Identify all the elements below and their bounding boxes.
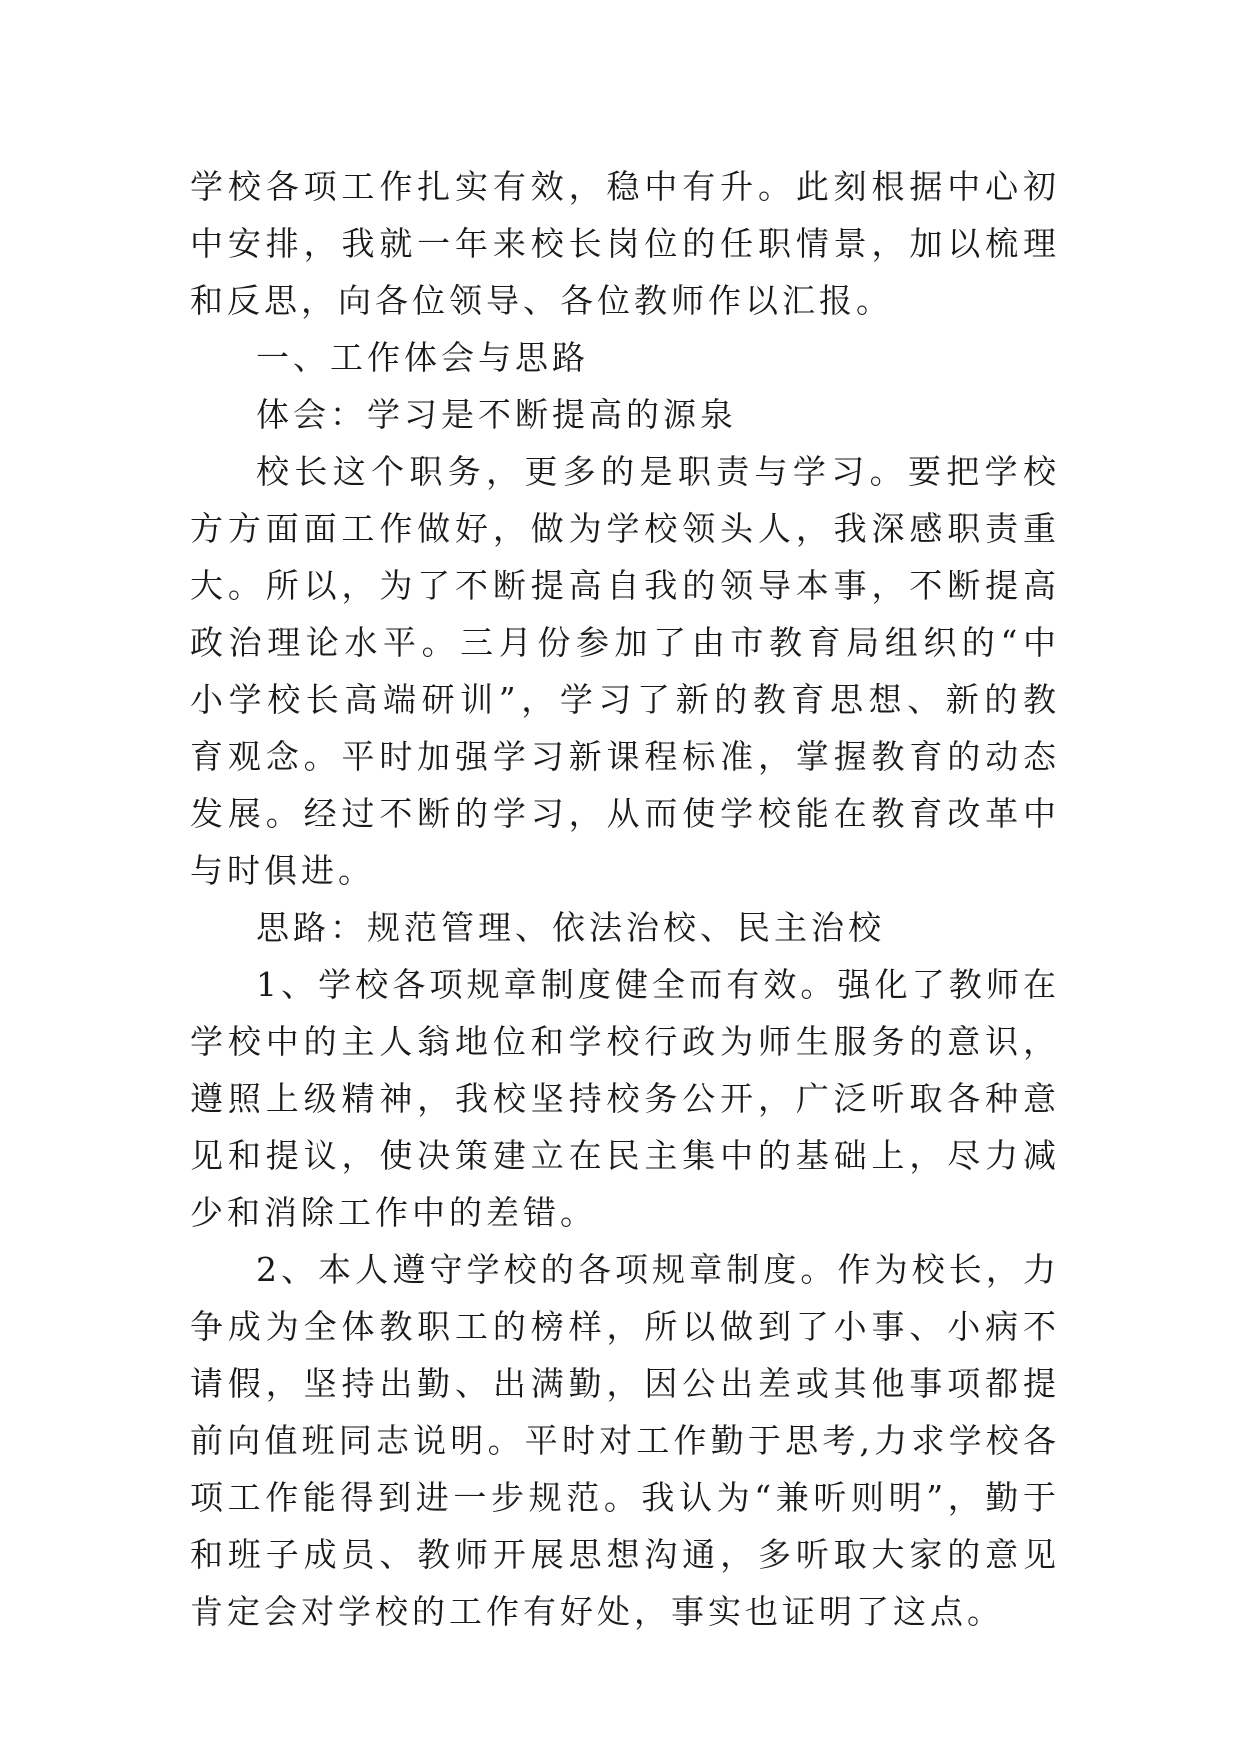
section-heading: 一、工作体会与思路 [256,338,589,377]
body-paragraph-continuation: 学校各项工作扎实有效，稳中有升。此刻根据中心初中安排，我就一年来校长岗位的任职情景，加以梳理和反思，向各位领导、各位教师作以汇报。 [190,167,1060,320]
subheading-experience: 体会：学习是不断提高的源泉 [256,395,737,434]
body-paragraph-learning: 校长这个职务，更多的是职责与学习。要把学校方方面面工作做好，做为学校领头人，我深感职责重大。所以，为了不断提高自我的领导本事，不断提高政治理论水平。三月份参加了由市教育局组织的“中小学校长高端研训”，学习了新的教育思想、新的教育观念。平时加强学习新课程标准，掌握教育的动态发展。经过不断的学习，从而使学校能在教育改革中与时俱进。 [190,452,1060,890]
list-item-1: 1、学校各项规章制度健全而有效。强化了教师在学校中的主人翁地位和学校行政为师生服务的意识，遵照上级精神，我校坚持校务公开，广泛听取各种意见和提议，使决策建立在民主集中的基础上，尽力减少和消除工作中的差错。 [190,965,1060,1232]
subheading-approach: 思路：规范管理、依法治校、民主治校 [256,908,885,947]
document-body [190,158,1060,1640]
list-item-2: 2、本人遵守学校的各项规章制度。作为校长，力争成为全体教职工的榜样，所以做到了小事、小病不请假，坚持出勤、出满勤，因公出差或其他事项都提前向值班同志说明。平时对工作勤于思考,力求学校各项工作能得到进一步规范。我认为“兼听则明”，勤于和班子成员、教师开展思想沟通，多听取大家的意见肯定会对学校的工作有好处，事实也证明了这点。 [190,1250,1060,1631]
